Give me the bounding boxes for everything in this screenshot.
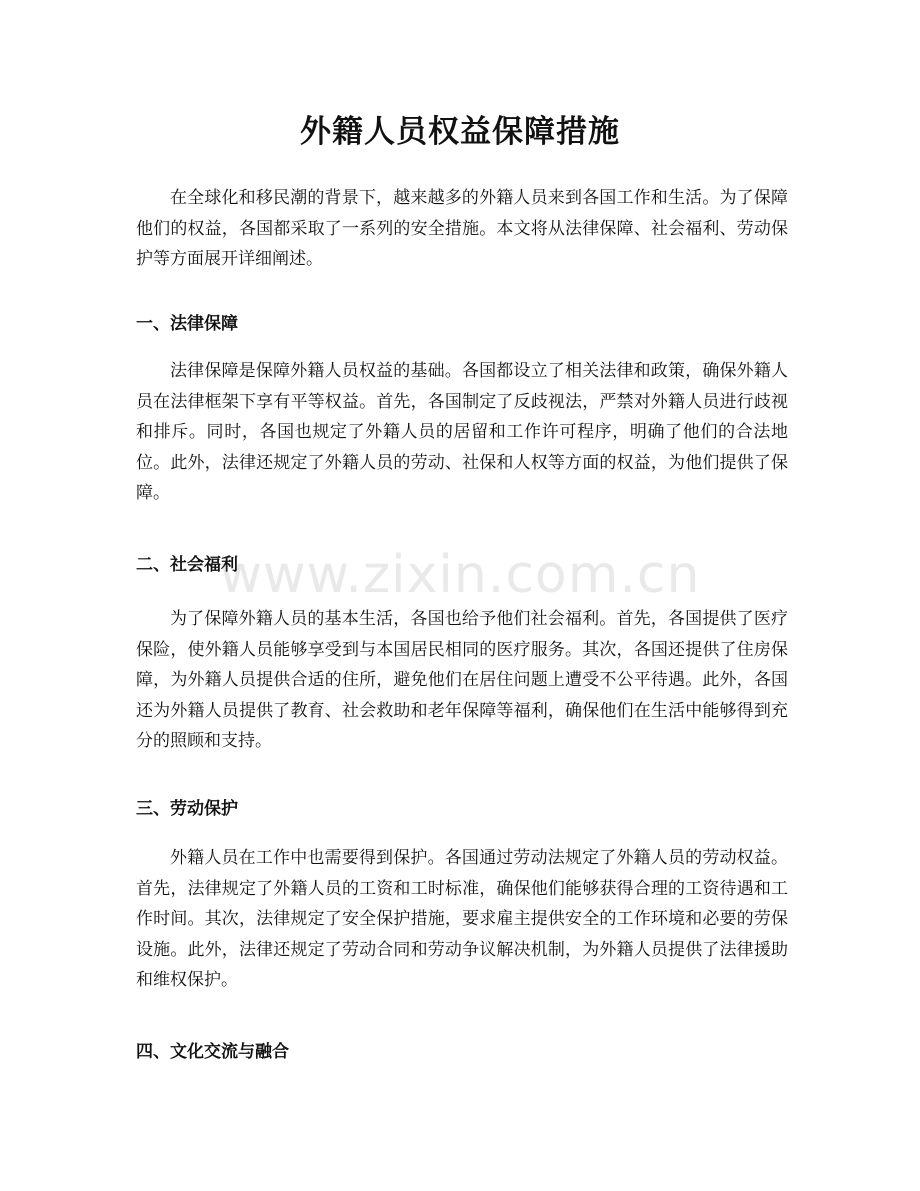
intro-paragraph: 在全球化和移民潮的背景下，越来越多的外籍人员来到各国工作和生活。为了保障他们的权益，各国都采取了一系列的安全措施。本文将从法律保障、社会福利、劳动保护等方面展开详细阐述。 (136, 188, 788, 269)
section-heading-culture: 四、文化交流与融合 (136, 1042, 289, 1062)
document-title: 外籍人员权益保障措施 (300, 114, 620, 150)
section-heading-legal: 一、法律保障 (136, 314, 238, 334)
section-body-legal: 法律保障是保障外籍人员权益的基础。各国都设立了相关法律和政策，确保外籍人员在法律框架下享有平等权益。首先，各国制定了反歧视法，严禁对外籍人员进行歧视和排斥。同时，各国也规定了外籍人员的居留和工作许可程序，明确了他们的合法地位。此外，法律还规定了外籍人员的劳动、社保和人权等方面的权益，为他们提供了保障。 (136, 361, 788, 503)
section-heading-welfare: 二、社会福利 (136, 555, 238, 575)
section-heading-labor: 三、劳动保护 (136, 799, 238, 819)
watermark: www.zixin.com.cn (219, 545, 701, 605)
section-body-welfare: 为了保障外籍人员的基本生活，各国也给予他们社会福利。首先，各国提供了医疗保险，使外籍人员能够享受到与本国居民相同的医疗服务。其次，各国还提供了住房保障，为外籍人员提供合适的住所，避免他们在居住问题上遭受不公平待遇。此外，各国还为外籍人员提供了教育、社会救助和老年保障等福利，确保他们在生活中能够得到充分的照顾和支持。 (136, 609, 788, 751)
section-body-labor: 外籍人员在工作中也需要得到保护。各国通过劳动法规定了外籍人员的劳动权益。首先，法律规定了外籍人员的工资和工时标准，确保他们能够获得合理的工资待遇和工作时间。其次，法律规定了安全保护措施，要求雇主提供安全的工作环境和必要的劳保设施。此外，法律还规定了劳动合同和劳动争议解决机制，为外籍人员提供了法律援助和维权保护。 (136, 848, 788, 990)
